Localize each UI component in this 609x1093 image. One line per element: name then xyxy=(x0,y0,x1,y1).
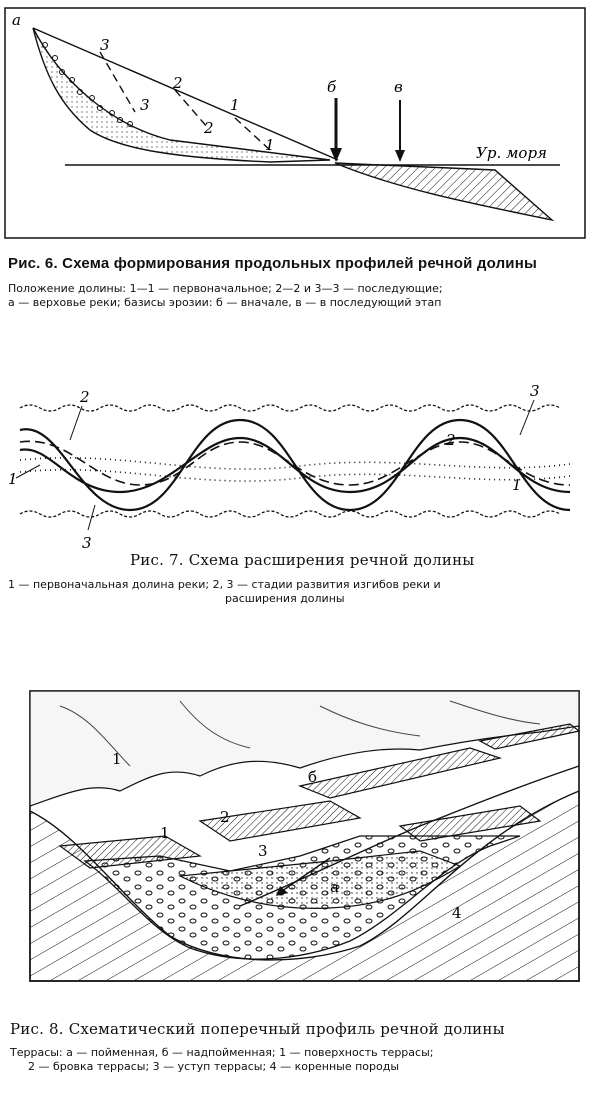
fig8-diagram xyxy=(0,686,609,991)
fig7-label-2-right: 2 xyxy=(446,431,456,449)
fig6-label-sea: Ур. моря xyxy=(476,144,547,162)
fig7-label-1-right: 1 xyxy=(512,476,522,494)
fig6-label-a: а xyxy=(12,11,21,29)
fig8-label-2: 2 xyxy=(220,808,230,826)
fig6-caption-line1: Положение долины: 1—1 — первоначальное; 2—2 и 3—3 — последующие; xyxy=(8,282,443,295)
fig7-caption-line2: расширения долины xyxy=(225,592,345,605)
fig8-label-b: б xyxy=(308,768,318,786)
fig6-diagram xyxy=(0,0,609,245)
fig6-label-3-top: 3 xyxy=(100,36,110,54)
fig6-label-v: в xyxy=(394,78,403,96)
fig7-label-1-left: 1 xyxy=(8,470,18,488)
fig8-label-1-mountain: 1 xyxy=(112,750,122,768)
fig6-label-2-bottom: 2 xyxy=(204,119,214,137)
fig7-leader-1 xyxy=(16,465,40,478)
fig7-label-3-right: 3 xyxy=(530,382,540,400)
fig6-profile-3 xyxy=(100,52,135,112)
fig6-sediment xyxy=(33,28,330,162)
fig8-label-a: а xyxy=(330,878,339,896)
fig6-label-3-bottom: 3 xyxy=(140,96,150,114)
fig6-label-1-bottom: 1 xyxy=(265,136,275,154)
fig7-leader-2 xyxy=(70,406,82,440)
fig8-caption-line2: 2 — бровка террасы; 3 — уступ террасы; 4 — коренные породы xyxy=(28,1060,400,1073)
fig6-sea-deposit xyxy=(335,163,552,220)
fig7-meander-3 xyxy=(20,420,570,510)
fig7-diagram xyxy=(0,380,609,550)
fig6-arrow-v xyxy=(395,100,405,162)
fig8-label-4: 4 xyxy=(452,904,462,922)
fig7-leader-3r xyxy=(520,400,534,435)
fig6-title: Рис. 6. Схема формирования продольных профилей речной долины xyxy=(8,255,538,272)
fig6-arrow-b xyxy=(330,98,342,162)
fig8-label-3: 3 xyxy=(258,842,268,860)
fig6-label-2-top: 2 xyxy=(173,74,183,92)
fig7-border-top xyxy=(20,405,560,411)
fig7-label-3-left: 3 xyxy=(82,534,92,550)
fig8-title: Рис. 8. Схематический поперечный профиль речной долины xyxy=(10,1020,505,1038)
fig7-meander-1b xyxy=(20,470,570,481)
fig8-label-1: 1 xyxy=(160,824,170,842)
fig7-title: Рис. 7. Схема расширения речной долины xyxy=(130,551,475,569)
fig6-caption-line2: а — верховье реки; базисы эрозии: б — вначале, в — в последующий этап xyxy=(8,296,442,309)
fig8-caption-line1: Террасы: а — пойменная, б — надпойменная; 1 — поверхность террасы; xyxy=(10,1046,434,1059)
fig6-label-1-top: 1 xyxy=(230,96,240,114)
fig7-caption-line1: 1 — первоначальная долина реки; 2, 3 — стадии развития изгибов реки и xyxy=(8,578,441,591)
fig7-label-2-left: 2 xyxy=(80,388,90,406)
fig6-label-b: б xyxy=(327,78,337,96)
fig7-border-bottom xyxy=(20,511,560,517)
